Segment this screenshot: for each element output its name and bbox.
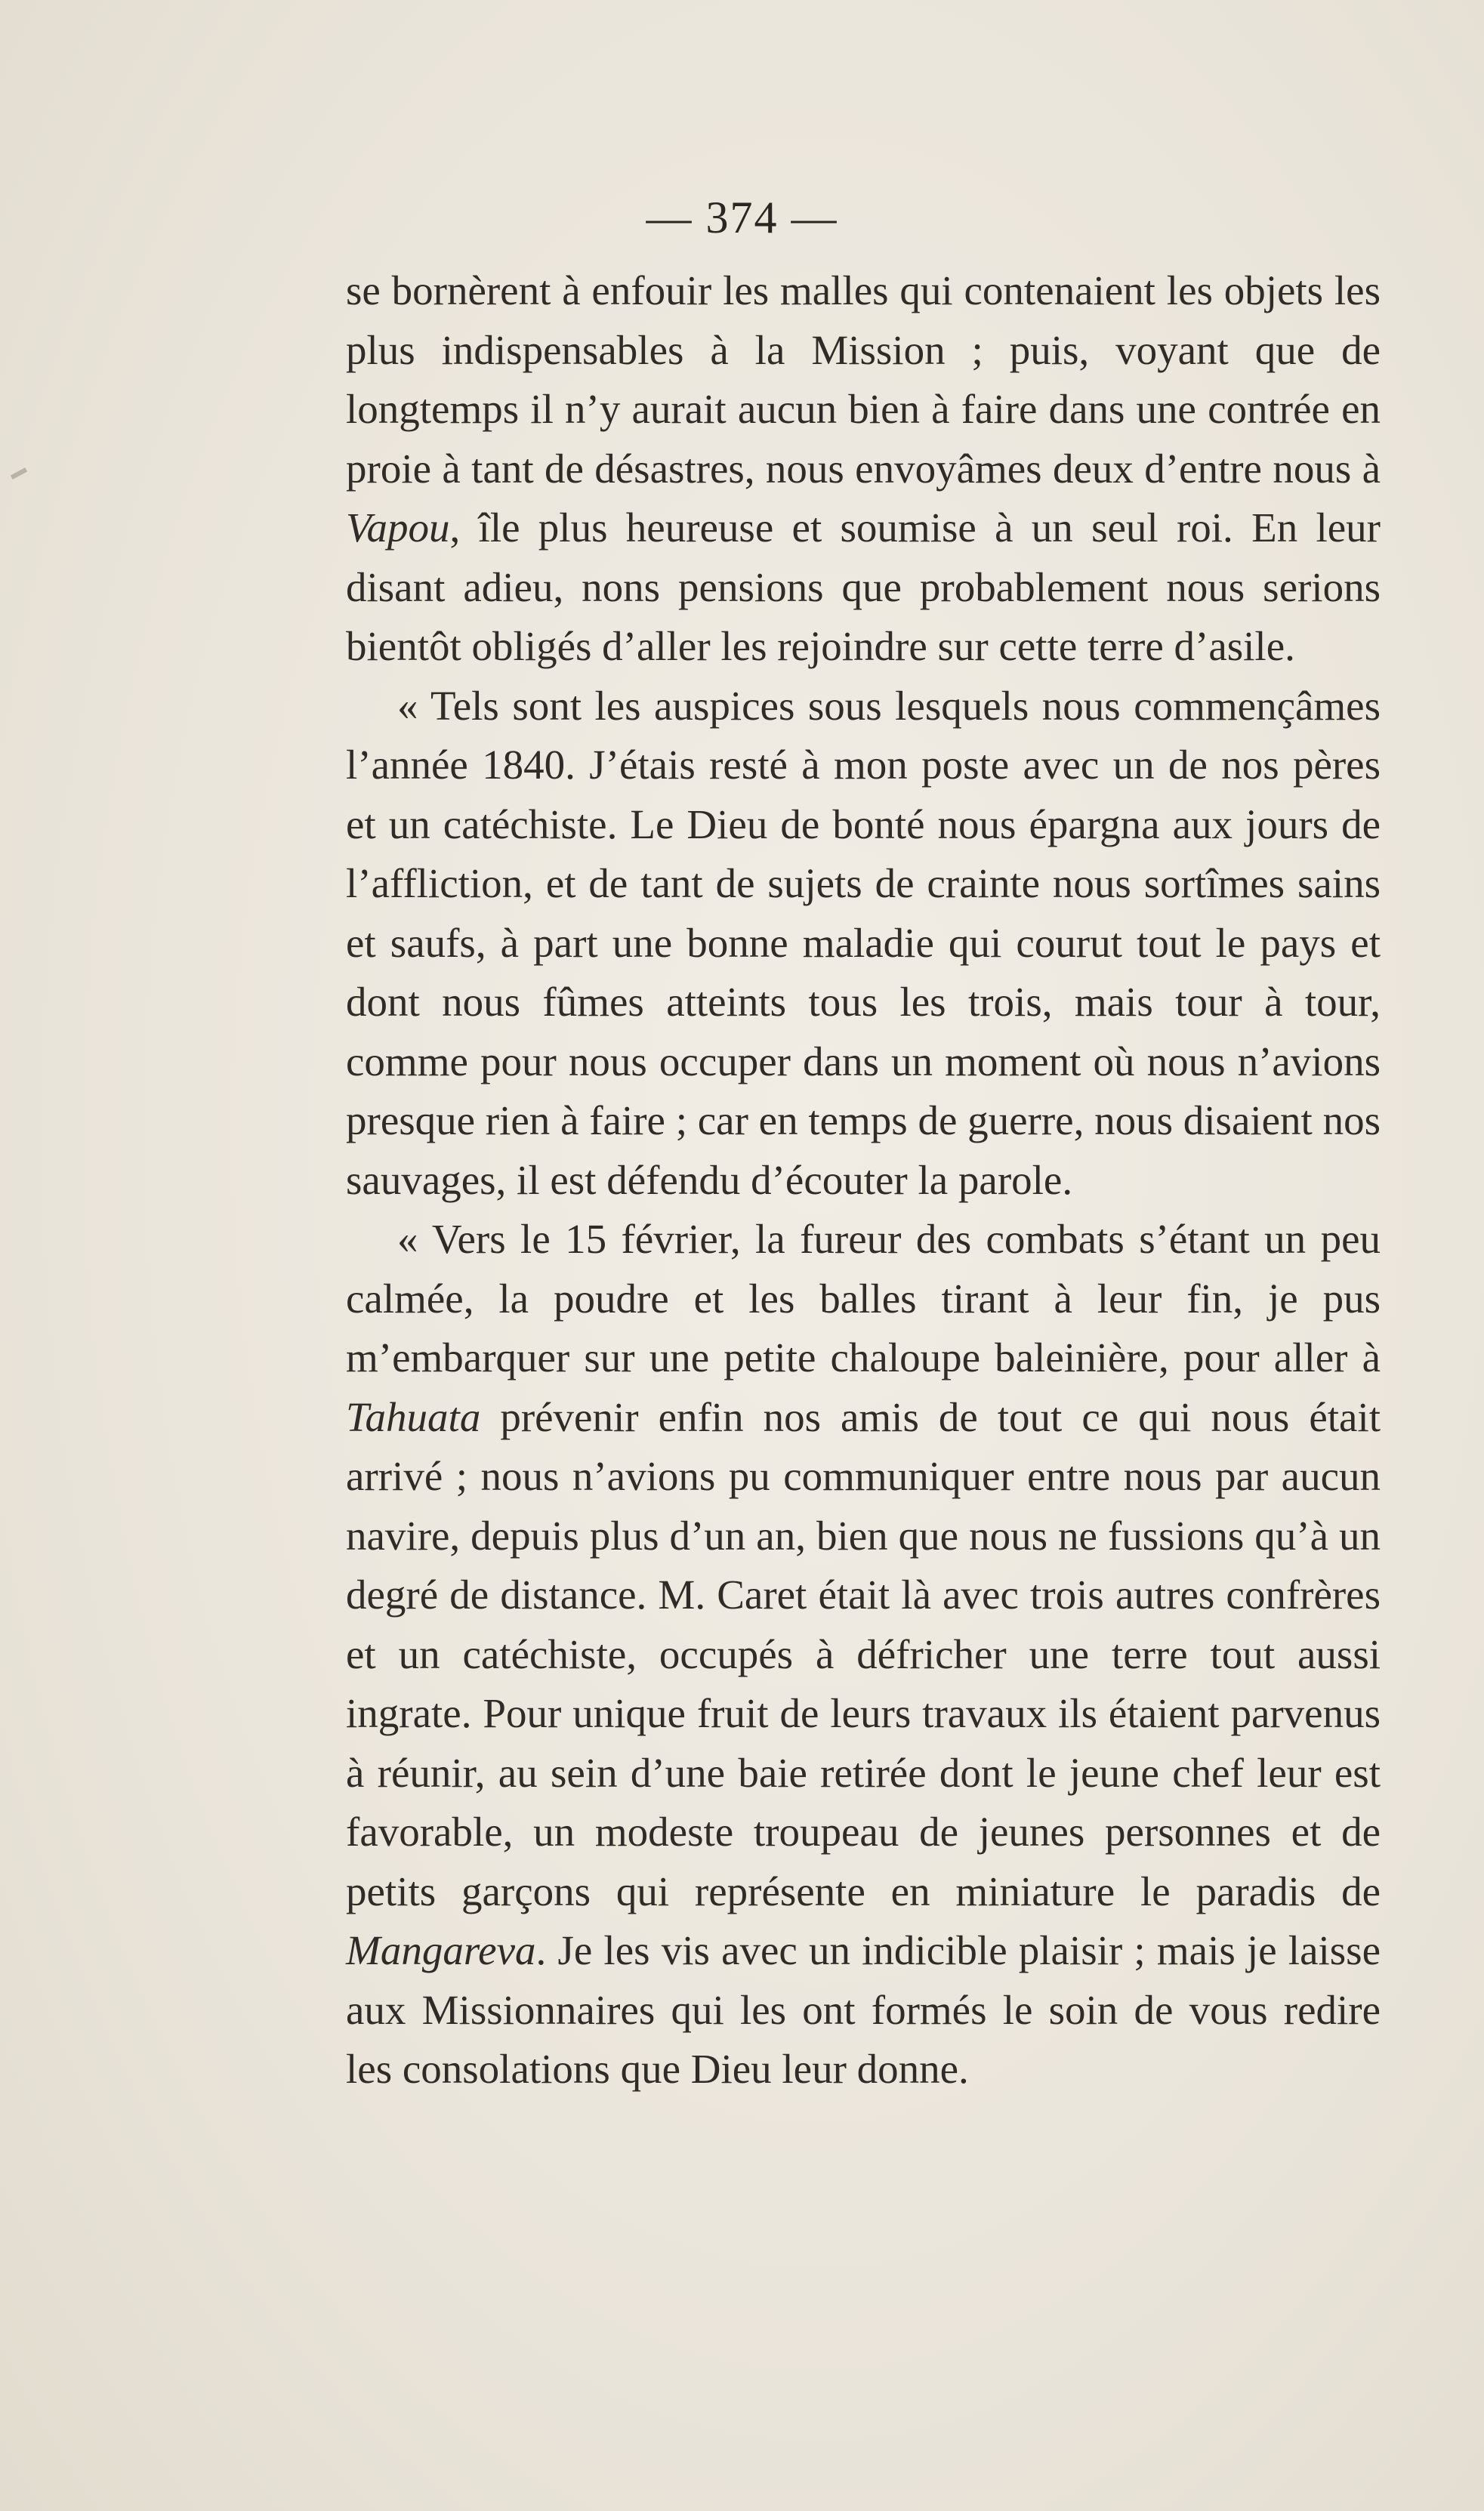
paragraph-1 bbox=[346, 261, 1381, 677]
paragraph-3-text-middle: prévenir enfin nos amis de tout ce qui nous était arrivé ; nous n’avions pu communiquer entre nous par aucun navire, depuis plus d’un an, bien que nous ne fussions qu’à un degré de distance. M. Caret était là avec trois autres confrères et un catéchiste, occupés à défricher une terre tout aussi ingrate. Pour unique fruit de leurs travaux ils étaient parvenus à réunir, au sein d’une baie retirée dont le jeune chef leur est favorable, un modeste troupeau de jeunes personnes et de petits garçons qui représente en miniature le paradis de bbox=[346, 1393, 1381, 1914]
paragraph-3-text-start: « Vers le 15 février, la fureur des combats s’étant un peu calmée, la poudre et les balles tirant à leur fin, je pus m’embarquer sur une petite chaloupe baleinière, pour aller à bbox=[346, 1216, 1381, 1380]
paragraph-3-text-end: . Je les vis avec un indicible plaisir ; mais je laisse aux Missionnaires qui les ont formés le soin de vous redire les consolations que Dieu leur donne. bbox=[346, 1927, 1381, 2092]
paragraph-2: « Tels sont les auspices sous lesquels nous commençâmes l’année 1840. J’étais resté à mon poste avec un de nos pères et un catéchiste. Le Dieu de bonté nous épargna aux jours de l’affliction, et de tant de sujets de crainte nous sortîmes sains et saufs, à part une bonne maladie qui courut tout le pays et dont nous fûmes atteints tous les trois, mais tour à tour, comme pour nous occuper dans un moment où nous n’avions presque rien à faire ; car en temps de guerre, nous disaient nos sauvages, il est défendu d’écouter la parole. bbox=[346, 682, 1381, 1203]
page-number: — 374 — bbox=[646, 193, 838, 242]
paragraph-1-text-end: , île plus heureuse et soumise à un seul roi. En leur disant adieu, nons pensions que probablement nous serions bientôt obligés d’aller les rejoindre sur cette terre d’asile. bbox=[346, 504, 1381, 669]
paragraph-3 bbox=[346, 1210, 1381, 2099]
place-name-tahuata: Tahuata bbox=[346, 1393, 481, 1440]
paragraph-1-text-start: se bornèrent à enfouir les malles qui contenaient les objets les plus indispensables à la Mission ; puis, voyant que de longtemps il n’y aurait aucun bien à faire dans une contrée en proie à tant de désastres, nous envoyâmes deux d’entre nous à bbox=[346, 267, 1381, 492]
place-name-mangareva: Mangareva bbox=[346, 1927, 536, 1973]
body-text bbox=[346, 261, 1381, 2099]
place-name-vapou: Vapou bbox=[346, 504, 450, 551]
margin-mark bbox=[11, 467, 27, 480]
